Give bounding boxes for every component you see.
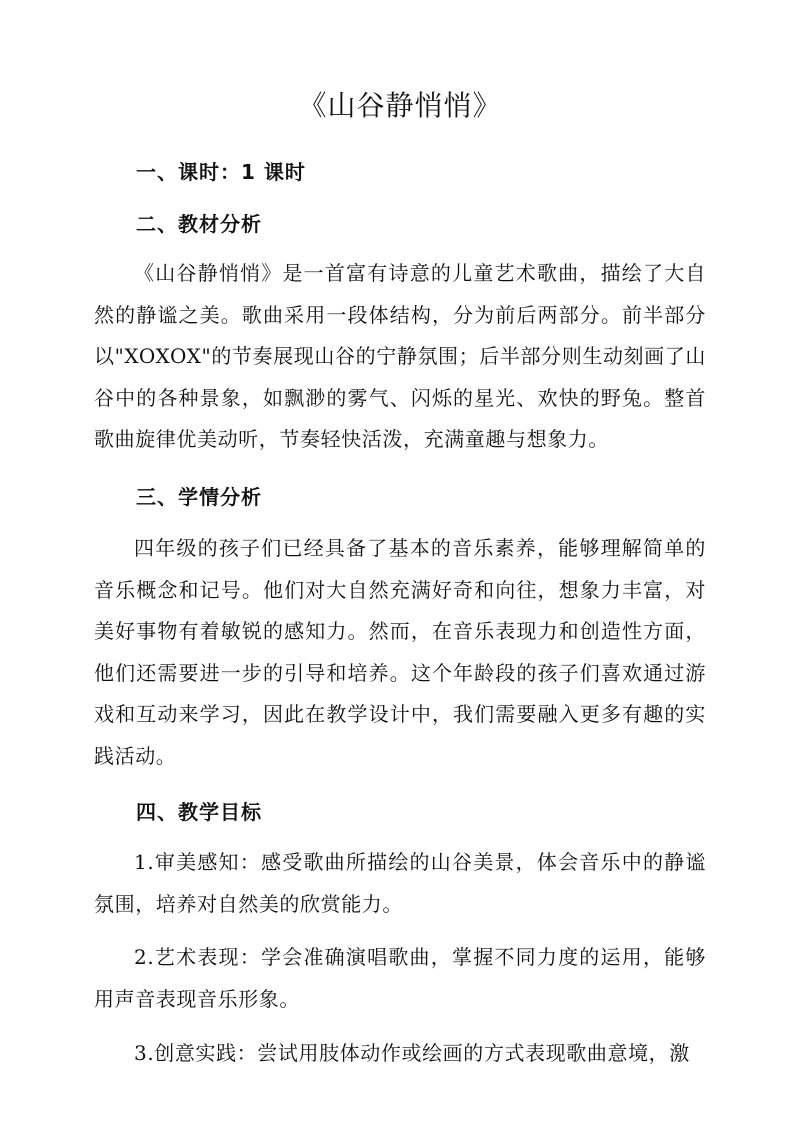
section-heading-teaching-objectives: 四、教学目标 [136, 800, 262, 824]
section-heading-material-analysis: 二、教材分析 [136, 212, 262, 236]
section-heading-class-hours: 一、课时：1 课时 [136, 160, 306, 184]
document-title: 《山谷静悄悄》 [298, 89, 502, 122]
material-analysis-paragraph: 《山谷静悄悄》是一首富有诗意的儿童艺术歌曲，描绘了大自然的静谧之美。歌曲采用一段体结构，分为前后两部分。前半部分以"XOXOX"的节奏展现山谷的宁静氛围；后半部分则生动刻画了山谷中的各种景象，如飘渺的雾气、闪烁的星光、欢快的野兔。整首歌曲旋律优美动听，节奏轻快活泼，充满童趣与想象力。 [94, 261, 706, 452]
objective-item-aesthetic-perception: 1.审美感知：感受歌曲所描绘的山谷美景，体会音乐中的静谧氛围，培养对自然美的欣赏能力。 [94, 850, 706, 916]
section-heading-learner-analysis: 三、学情分析 [136, 485, 262, 509]
objective-item-artistic-expression: 2.艺术表现：学会准确演唱歌曲，掌握不同力度的运用，能够用声音表现音乐形象。 [94, 945, 706, 1011]
objective-item-creative-practice: 3.创意实践：尝试用肢体动作或绘画的方式表现歌曲意境，激 [134, 1041, 690, 1065]
learner-analysis-paragraph: 四年级的孩子们已经具备了基本的音乐素养，能够理解简单的音乐概念和记号。他们对大自然充满好奇和向往，想象力丰富，对美好事物有着敏锐的感知力。然而，在音乐表现力和创造性方面，他们还需要进一步的引导和培养。这个年龄段的孩子们喜欢通过游戏和互动来学习，因此在教学设计中，我们需要融入更多有趣的实践活动。 [94, 536, 706, 768]
